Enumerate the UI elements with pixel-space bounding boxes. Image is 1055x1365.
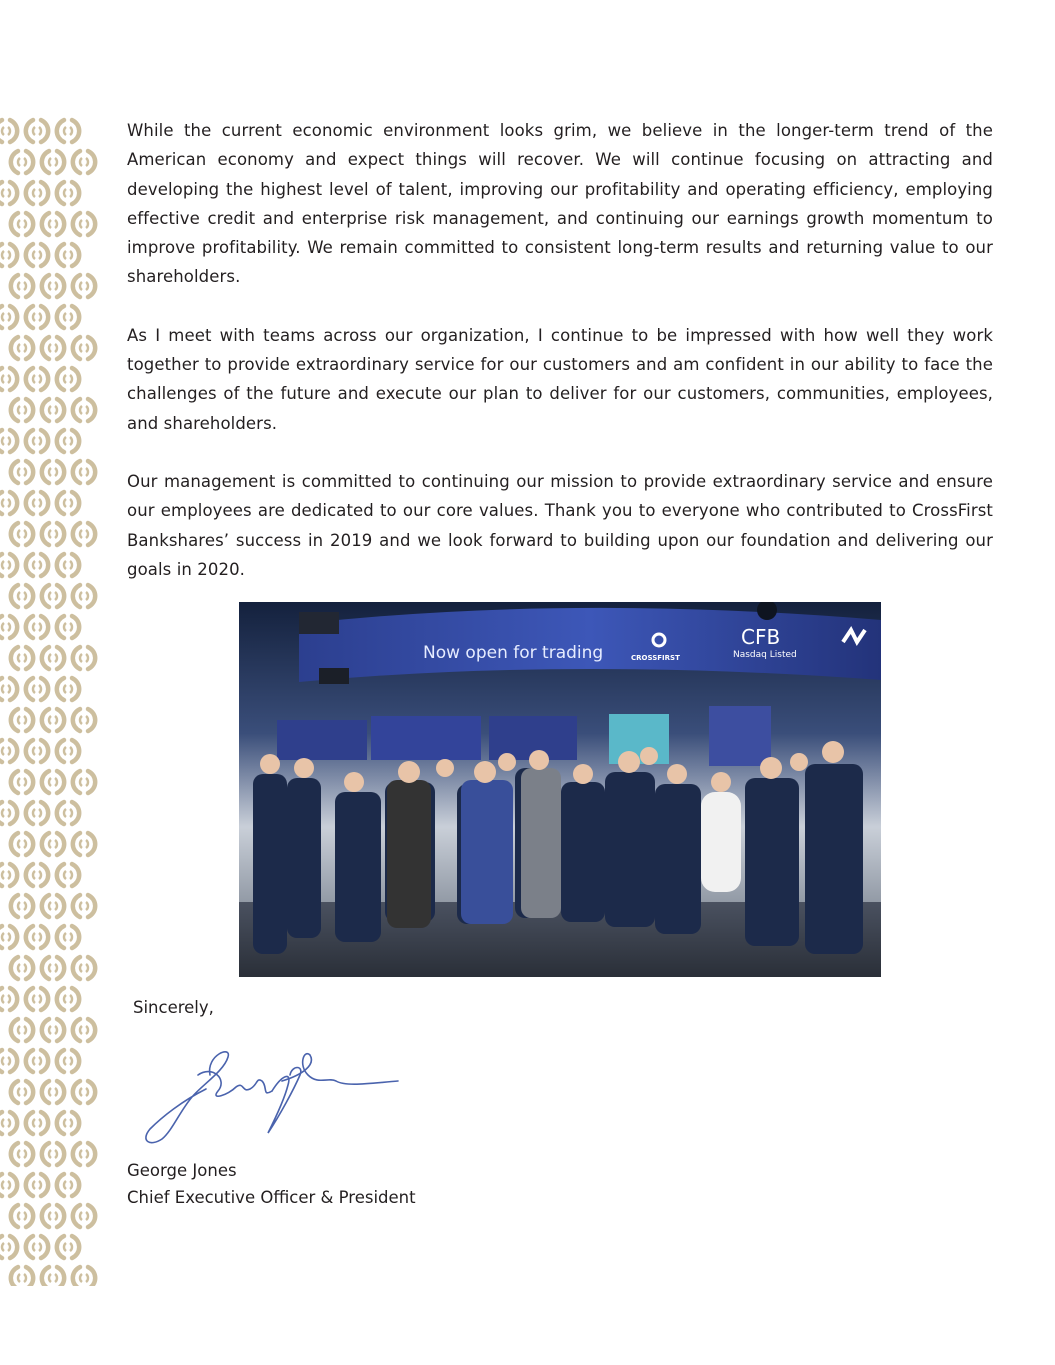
signature-image: [132, 1035, 412, 1150]
screen-ticker: CFB: [741, 625, 781, 649]
group-photo: [239, 602, 881, 977]
screen-banner-text: Now open for trading: [423, 643, 604, 663]
screen-listed-text: Nasdaq Listed: [733, 650, 797, 660]
signer-name: George Jones: [127, 1161, 237, 1180]
decorative-pattern: [0, 116, 100, 1286]
paragraph-teams: As I meet with teams across our organization, I continue to be impressed with how well they work together to provide extraordinary service for our customers and am confident in our ability to face the challenges of the future and execute our plan to deliver for our customers, communities, employees, and shareholders.: [127, 325, 993, 433]
paragraph-management: Our management is committed to continuing our mission to provide extraordinary service and ensure our employees are dedicated to our core values. Thank you to everyone who contributed to CrossFirst Bankshares’ success in 2019 and we look forward to building upon our foundation and delivering our goals in 2020.: [127, 471, 993, 579]
letter-body: [127, 116, 993, 613]
paragraph-outlook: While the current economic environment looks grim, we believe in the longer-term trend of the American economy and expect things will recover. We will continue focusing on attracting and developing the highest level of talent, improving our profitability and operating efficiency, employing effective credit and enterprise risk management, and continuing our earnings growth momentum to improve profitability. We remain committed to consistent long-term results and returning value to our shareholders.: [127, 121, 993, 287]
signer-title: Chief Executive Officer & President: [127, 1188, 416, 1207]
screen-logo-text: CROSSFIRST: [631, 654, 680, 662]
closing-salutation: Sincerely,: [133, 998, 214, 1017]
